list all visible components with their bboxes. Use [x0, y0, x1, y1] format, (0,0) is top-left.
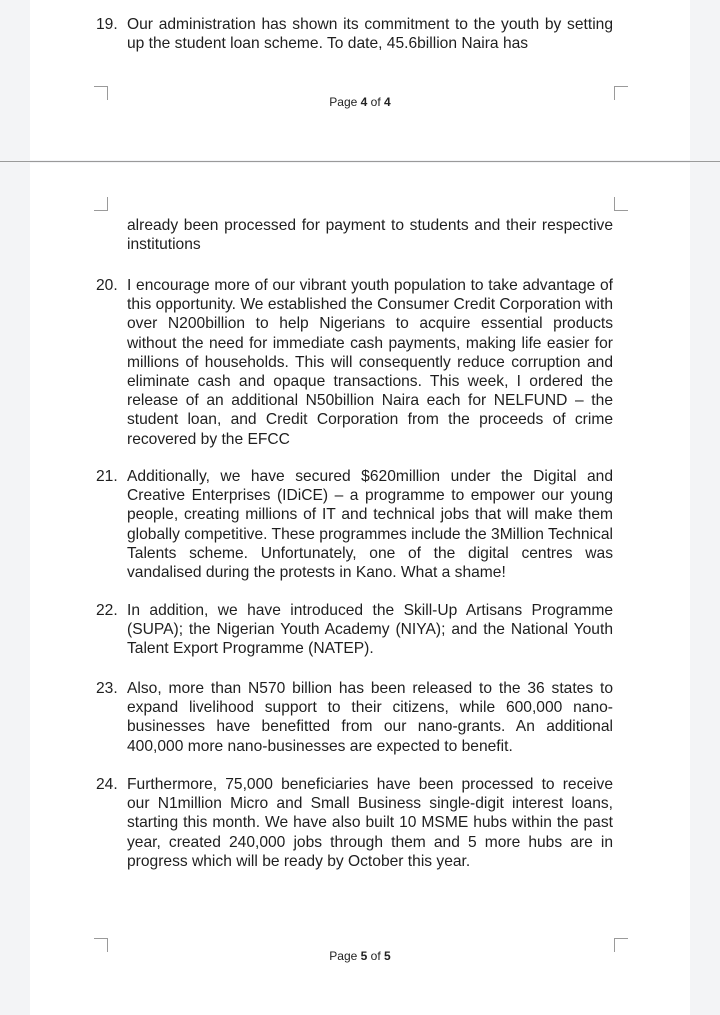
crop-mark-top-left-icon	[94, 197, 108, 211]
paragraph-text: Our administration has shown its commitment to the youth by setting up the student loan scheme. To date, 45.6billion Naira has	[127, 16, 613, 53]
paragraph-number: 19.	[96, 16, 118, 33]
page-footer: Page 4 of 4	[329, 95, 391, 109]
current-page-number: 5	[360, 949, 368, 963]
paragraph-number: 22.	[96, 602, 118, 619]
paragraph-text: Additionally, we have secured $620million under the Digital and Creative Enterprises (IDiCE) – a programme to empower our young people, creating millions of IT and technical jobs that will make them globally competitive. These programmes include the 3Million Technical Talents scheme. Unfortunately, one of the digital centres was vandalised during the protests in Kano. What a shame!	[127, 468, 613, 582]
paragraph-text: In addition, we have introduced the Skill-Up Artisans Programme (SUPA); the Nigerian Youth Academy (NIYA); and the National Youth Talent Export Programme (NATEP).	[127, 602, 613, 658]
paragraph-19-continuation: already been processed for payment to students and their respective institutions	[127, 217, 613, 254]
paragraph-text: Furthermore, 75,000 beneficiaries have been processed to receive our N1million Micro and Small Business single-digit interest loans, starting this month. We have also built 10 MSME hubs within the past year, created 240,000 jobs through them and 5 more hubs are in progress which will be ready by October this year.	[127, 776, 613, 870]
paragraph-text: Also, more than N570 billion has been released to the 36 states to expand livelihood support to their citizens, while 600,000 nano-businesses have benefitted from our nano-grants. An additional 400,000 more nano-businesses are expected to benefit.	[127, 680, 613, 755]
paragraph-number: 21.	[96, 468, 118, 485]
total-page-number: 5	[384, 949, 391, 963]
paragraph-number: 24.	[96, 776, 118, 793]
crop-mark-top-right-icon	[614, 197, 628, 211]
paragraph-number: 20.	[96, 277, 118, 294]
document-page-5	[30, 163, 690, 1015]
page-break-divider	[0, 161, 720, 162]
paragraph-text: I encourage more of our vibrant youth population to take advantage of this opportunity. We established the Consumer Credit Corporation with over N200billion to help Nigerians to acquire essential products without the need for immediate cash payments, making life easier for millions of households. This will consequently reduce corruption and eliminate cash and opaque transactions. This week, I ordered the release of an additional N50billion Naira each for NELFUND – the student loan, and Credit Corporation from the proceeds of crime recovered by the EFCC	[127, 277, 613, 448]
document-page-4	[30, 0, 690, 160]
page-footer: Page 5 of 5	[329, 949, 391, 963]
total-page-number: 4	[384, 95, 391, 109]
paragraph-number: 23.	[96, 680, 118, 697]
current-page-number: 4	[360, 95, 368, 109]
